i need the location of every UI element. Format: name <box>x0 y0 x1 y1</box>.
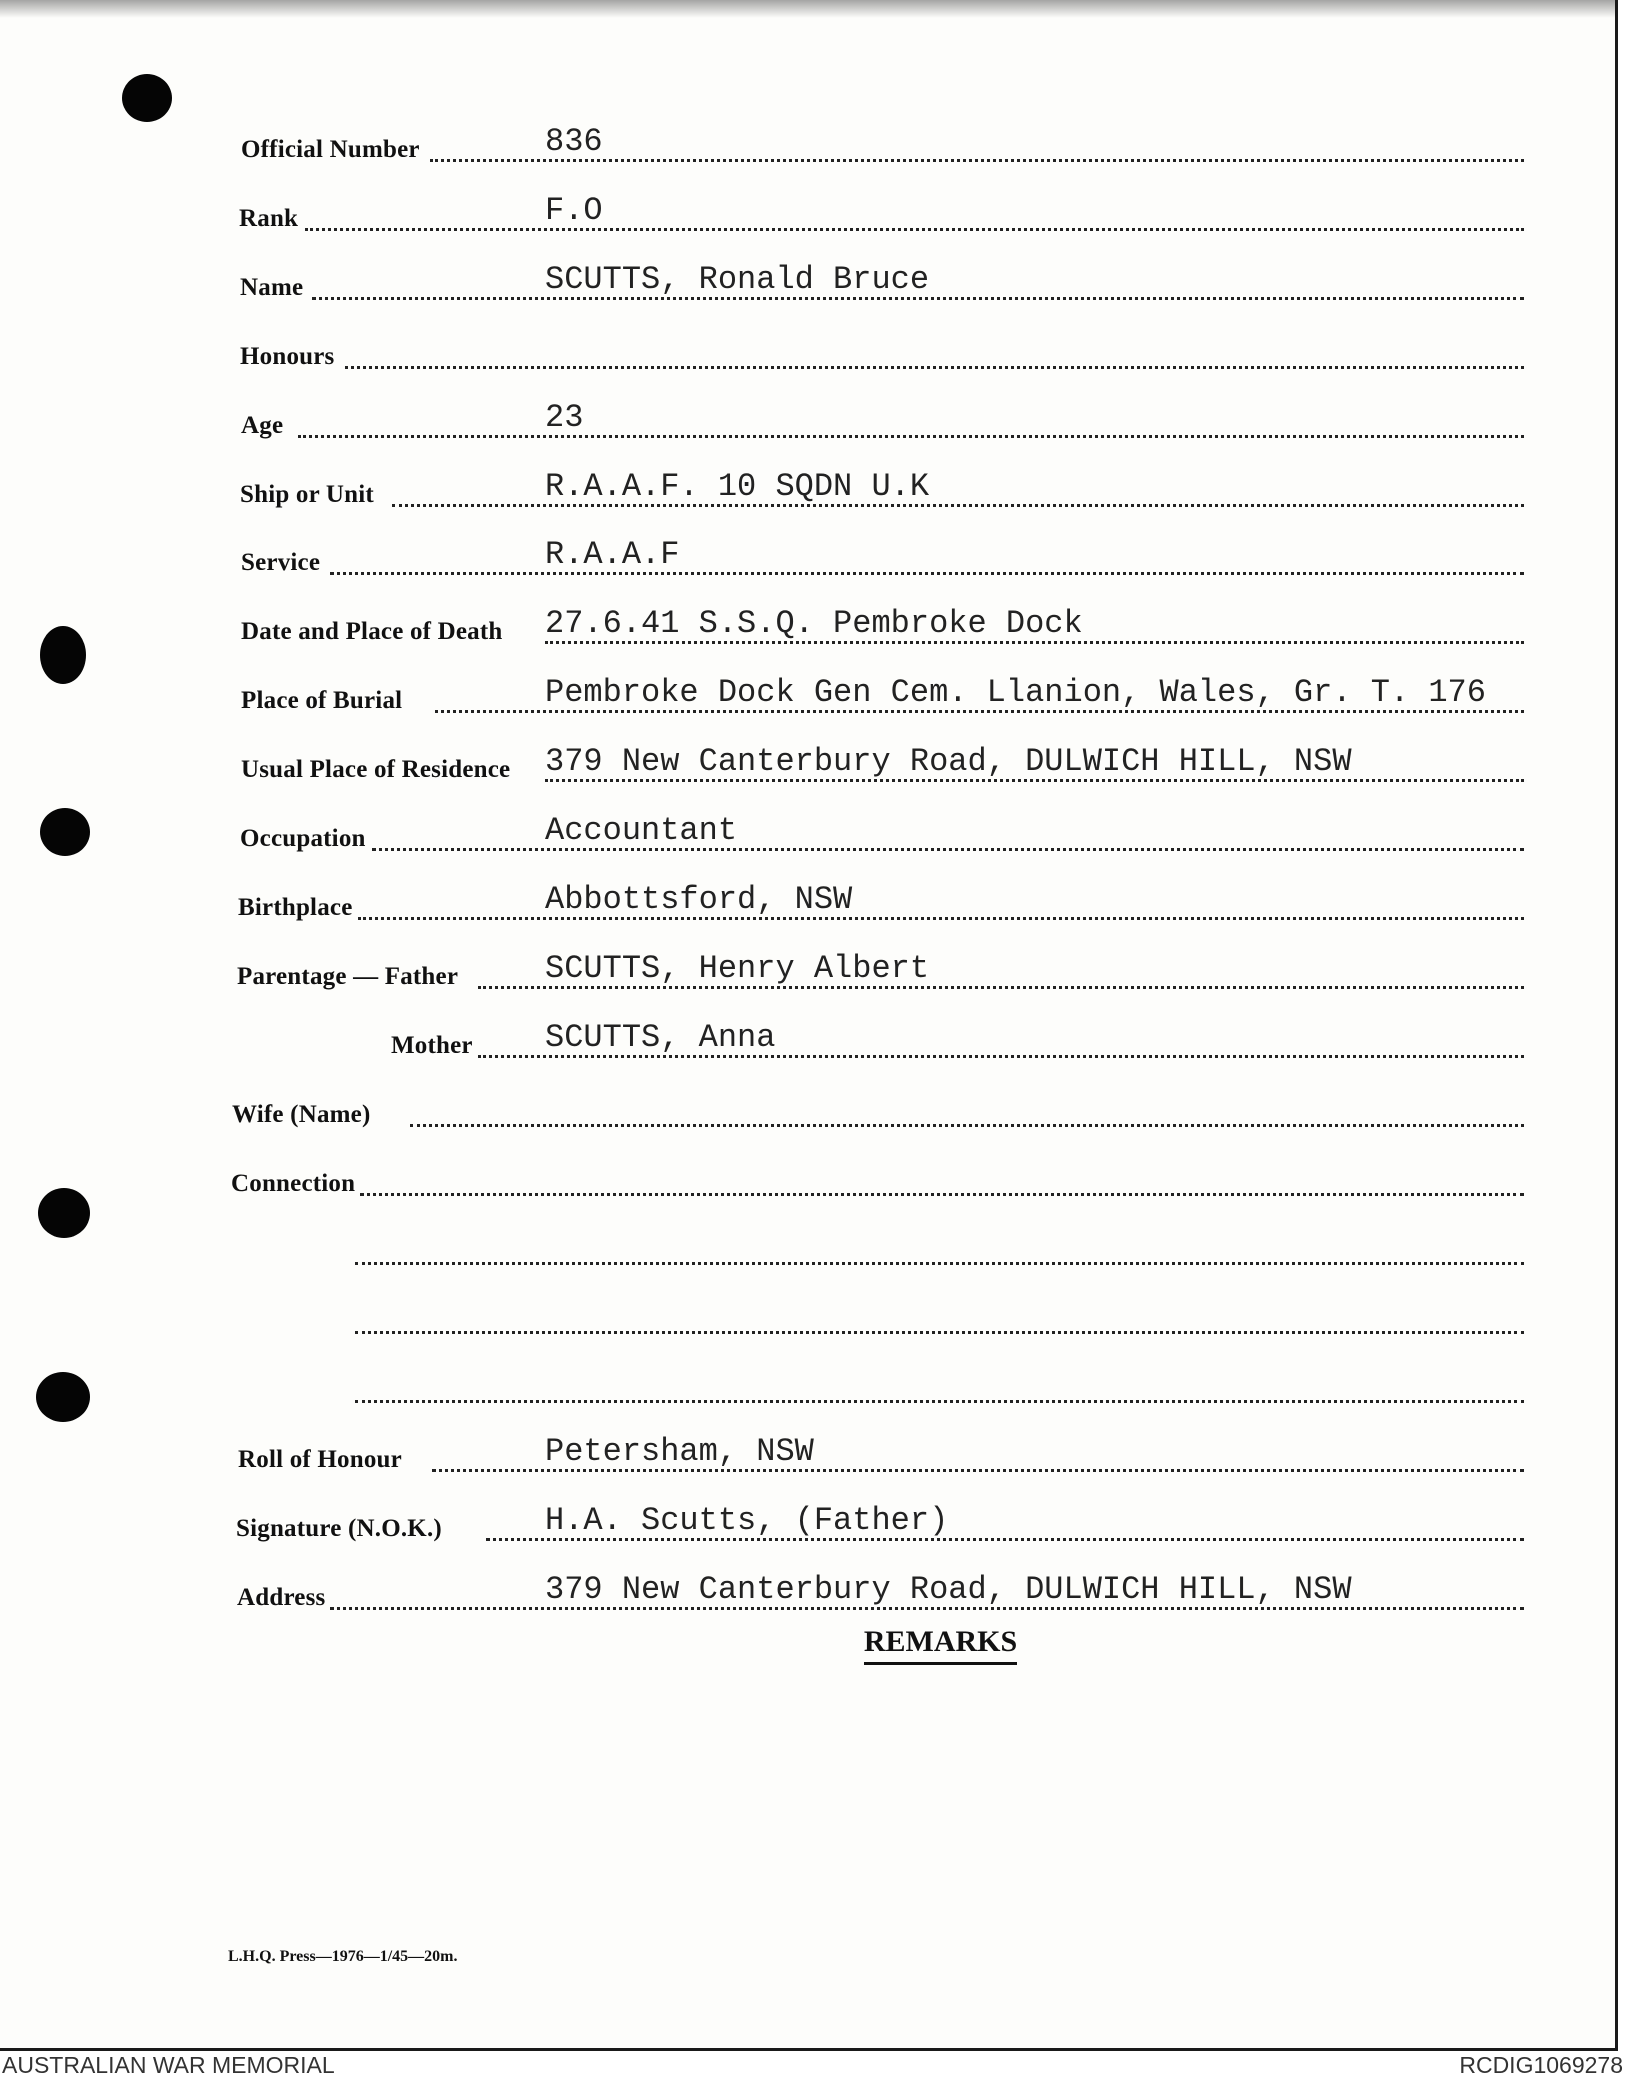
field-rank <box>0 191 1560 239</box>
field-place-of-burial <box>0 673 1560 721</box>
field-date-place-of-death <box>0 604 1560 652</box>
field-signature-nok <box>0 1501 1560 1549</box>
field-value: F.O <box>545 192 603 229</box>
field-label: Wife (Name) <box>232 1101 371 1128</box>
field-value: 836 <box>545 123 603 160</box>
remarks-heading-text: REMARKS <box>864 1625 1017 1665</box>
field-label: Date and Place of Death <box>241 618 503 645</box>
field-label: Official Number <box>241 136 420 163</box>
footer-right: RCDIG1069278 <box>1459 2052 1623 2078</box>
dotted-rule <box>355 1400 1524 1403</box>
field-ship-or-unit <box>0 467 1560 515</box>
field-address <box>0 1570 1560 1618</box>
dotted-rule <box>355 1331 1524 1334</box>
field-age <box>0 398 1560 446</box>
blank-line <box>0 1294 1560 1342</box>
field-label: Age <box>241 412 284 439</box>
field-roll-of-honour <box>0 1432 1560 1480</box>
field-official-number <box>0 122 1560 170</box>
field-label: Honours <box>240 343 335 370</box>
field-usual-residence <box>0 742 1560 790</box>
dotted-rule <box>305 228 1524 231</box>
field-value: SCUTTS, Ronald Bruce <box>545 261 930 298</box>
printer-imprint: L.H.Q. Press—1976—1/45—20m. <box>228 1948 458 1965</box>
field-value: Accountant <box>545 812 738 849</box>
dotted-rule <box>298 435 1524 438</box>
field-label: Place of Burial <box>241 687 403 714</box>
dotted-rule <box>345 366 1524 369</box>
field-value: SCUTTS, Henry Albert <box>545 950 930 987</box>
field-label: Mother <box>391 1032 473 1059</box>
field-label: Connection <box>231 1170 356 1197</box>
field-label: Parentage — Father <box>237 963 459 990</box>
field-value: 379 New Canterbury Road, DULWICH HILL, NSW <box>545 1571 1352 1608</box>
field-label: Roll of Honour <box>238 1446 402 1473</box>
dotted-rule <box>358 917 1524 920</box>
field-occupation <box>0 811 1560 859</box>
field-label: Service <box>241 549 321 576</box>
dotted-rule <box>330 572 1524 575</box>
field-mother <box>0 1018 1560 1066</box>
field-value: Abbottsford, NSW <box>545 881 853 918</box>
field-label: Rank <box>239 205 299 232</box>
field-label: Address <box>237 1584 326 1611</box>
field-value: 379 New Canterbury Road, DULWICH HILL, NSW <box>545 743 1352 780</box>
dotted-rule <box>360 1193 1524 1196</box>
field-value: 27.6.41 S.S.Q. Pembroke Dock <box>545 605 1083 642</box>
field-name <box>0 260 1560 308</box>
field-label: Occupation <box>240 825 366 852</box>
dotted-rule <box>410 1124 1524 1127</box>
field-value: Pembroke Dock Gen Cem. Llanion, Wales, Gr. T. 176 <box>545 674 1486 711</box>
field-service <box>0 535 1560 583</box>
remarks-heading <box>0 1625 1631 1659</box>
field-label: Ship or Unit <box>240 481 374 508</box>
punch-hole <box>122 74 172 122</box>
field-value: R.A.A.F. 10 SQDN U.K <box>545 468 930 505</box>
field-label: Name <box>240 274 304 301</box>
field-value: H.A. Scutts, (Father) <box>545 1502 949 1539</box>
field-value: Petersham, NSW <box>545 1433 814 1470</box>
footer-left: AUSTRALIAN WAR MEMORIAL <box>2 2052 335 2078</box>
field-honours <box>0 329 1560 377</box>
scan-smudge <box>0 0 1615 18</box>
field-value: R.A.A.F <box>545 536 680 573</box>
blank-line <box>0 1225 1560 1273</box>
field-value: SCUTTS, Anna <box>545 1019 776 1056</box>
field-connection <box>0 1156 1560 1204</box>
field-wife-name <box>0 1087 1560 1135</box>
field-value: 23 <box>545 399 584 436</box>
dotted-rule <box>355 1262 1524 1265</box>
field-label: Signature (N.O.K.) <box>236 1515 442 1542</box>
field-label: Birthplace <box>238 894 353 921</box>
field-birthplace <box>0 880 1560 928</box>
field-label: Usual Place of Residence <box>241 756 511 783</box>
blank-line <box>0 1363 1560 1411</box>
field-father <box>0 949 1560 997</box>
